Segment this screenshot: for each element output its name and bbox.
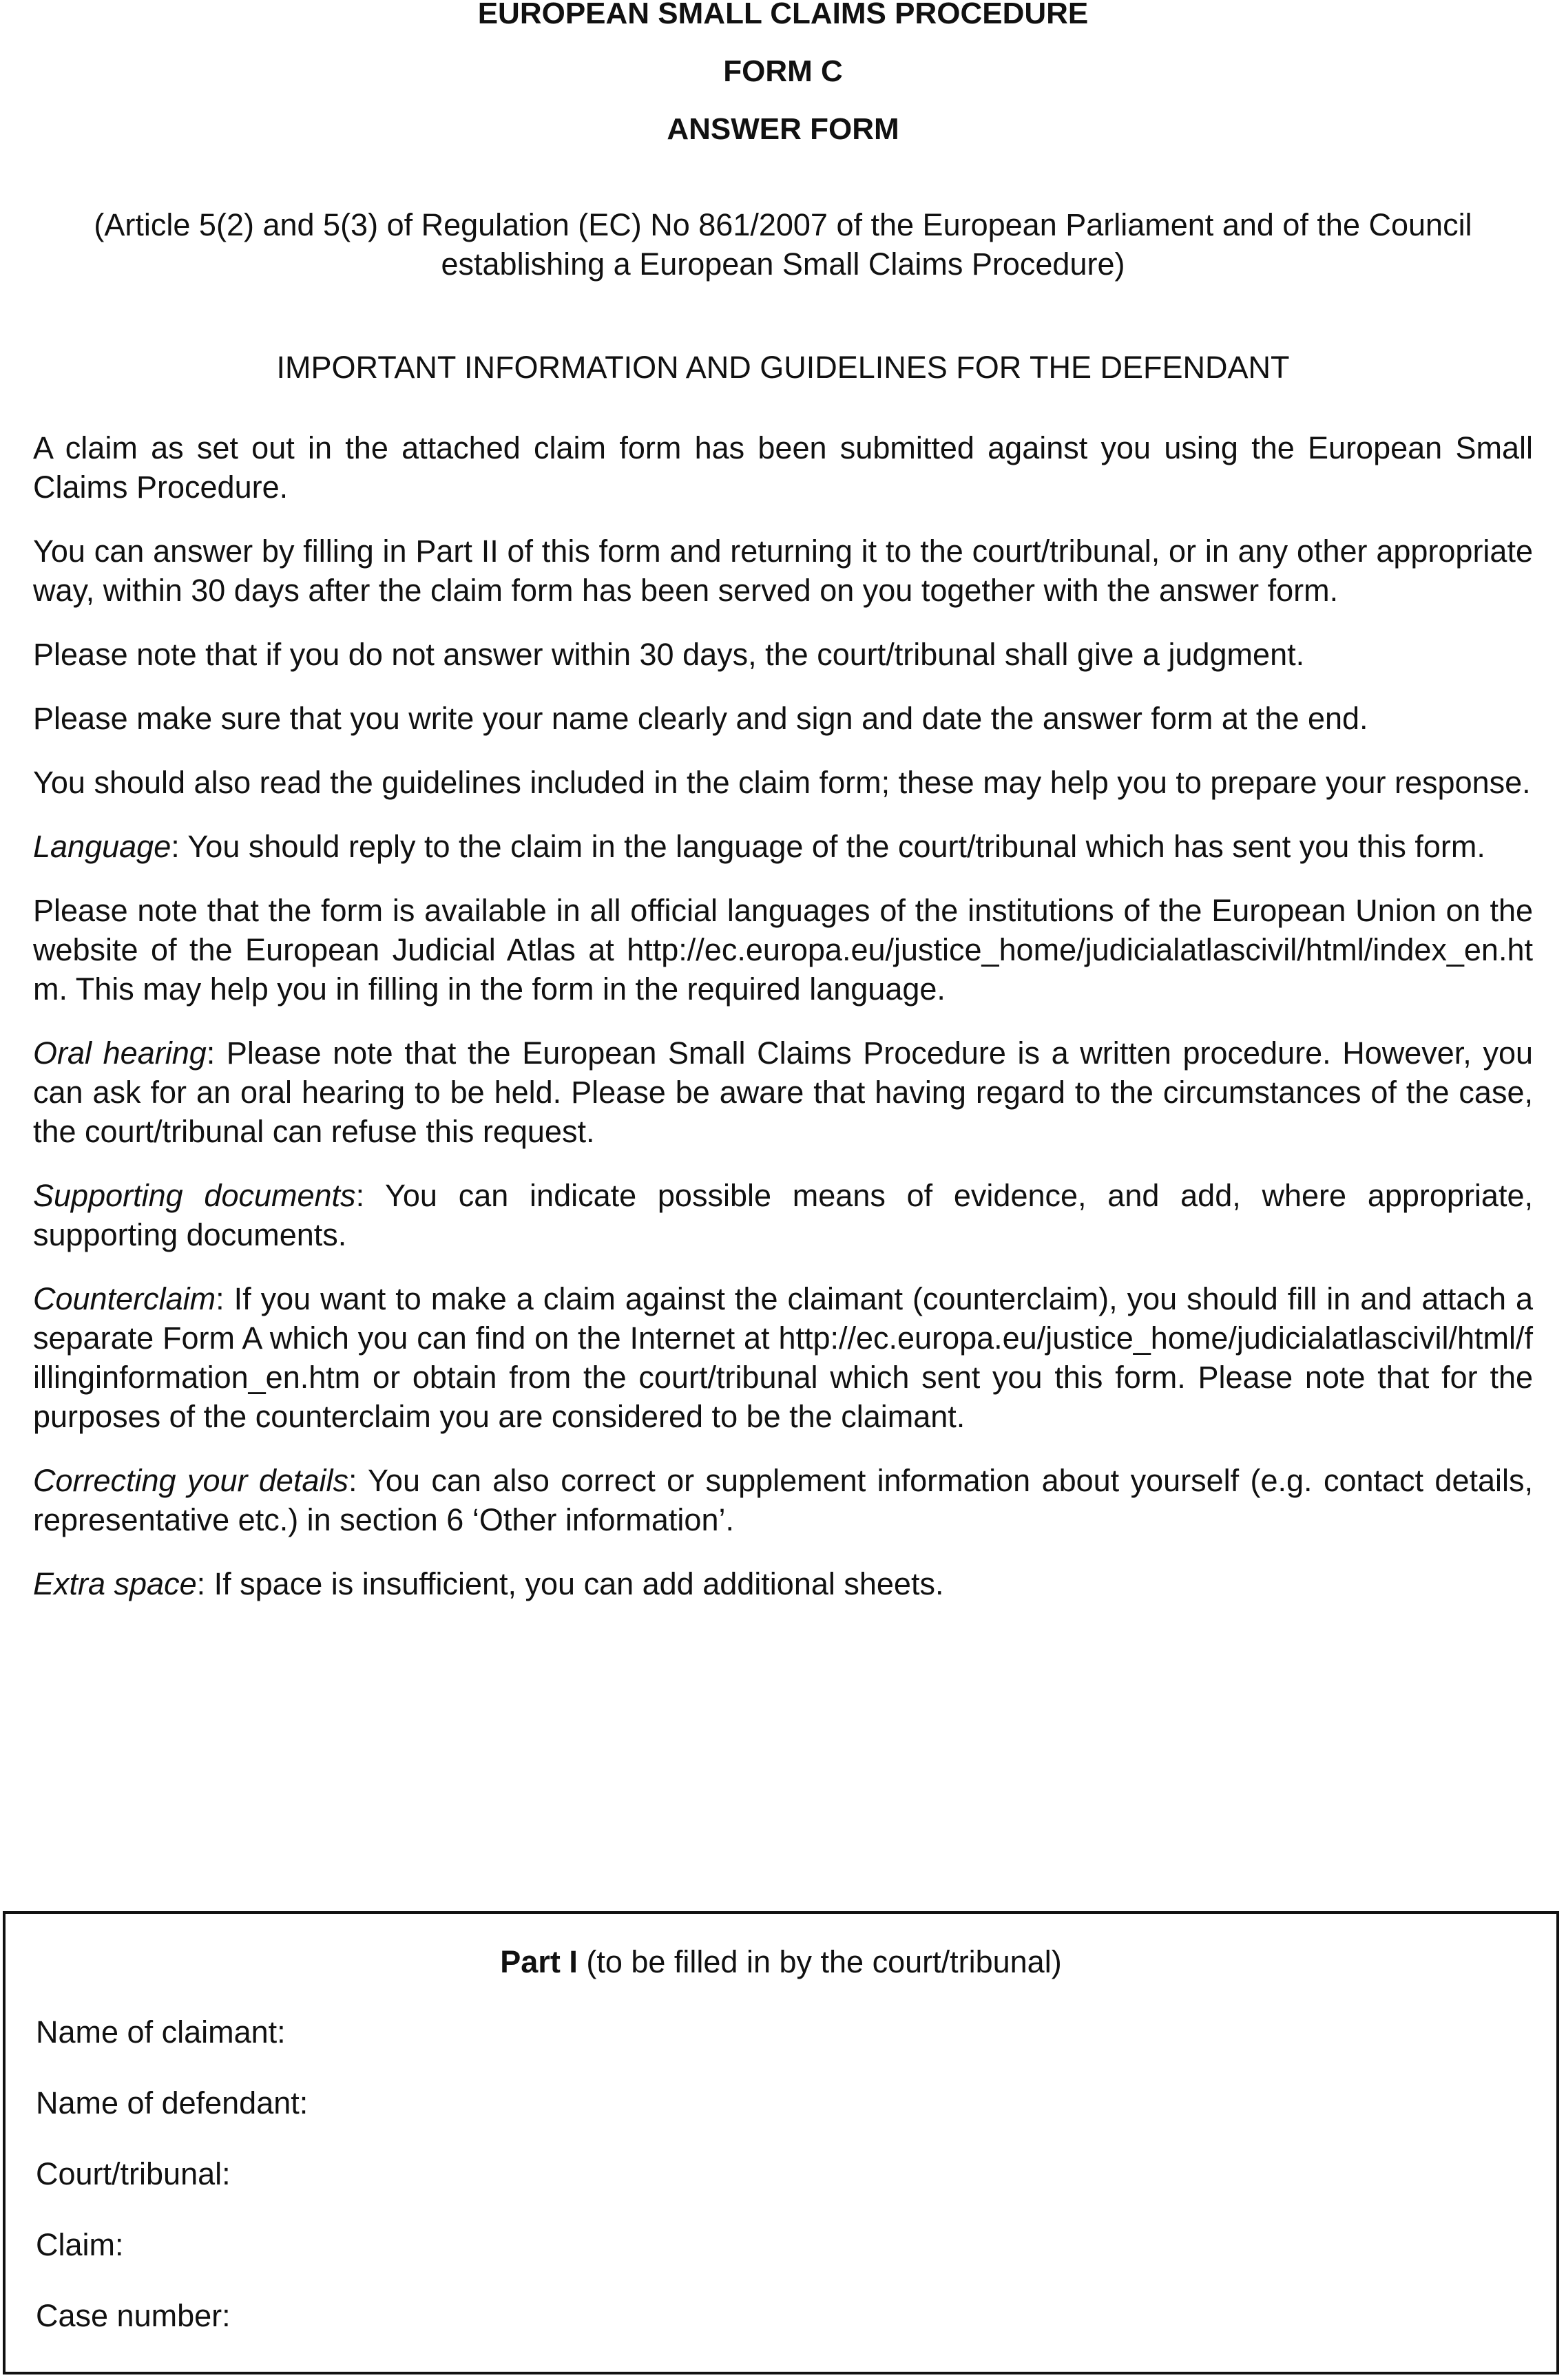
paragraph-extra-space (33, 1564, 1533, 1603)
paragraph-language (33, 827, 1533, 866)
regulation-reference: (Article 5(2) and 5(3) of Regulation (EC) No 861/2007 of the European Parliament and of the Council establishing a European Small Claims Procedure) (94, 207, 1472, 282)
official-languages-text: Please note that the form is available in all official languages of the institutions of the European Union on the website of the European Judicial Atlas at (33, 893, 1533, 967)
language-text: : You should reply to the claim in the language of the court/tribunal which has sent you this form. (171, 829, 1485, 864)
paragraph-oral-hearing (33, 1033, 1533, 1151)
language-lead: Language (33, 829, 171, 864)
form-code: FORM C (723, 54, 843, 88)
supporting-documents-text: : You can indicate possible means of evidence, and add, where appropriate, supporting documents. (33, 1178, 1533, 1252)
official-languages-text-after: . This may help you in filling in the form in the required language. (59, 971, 946, 1007)
claim-field: Claim: (36, 2227, 124, 2262)
paragraph-read-guidelines: You should also read the guidelines included in the claim form; these may help you to prepare your response. (33, 765, 1531, 800)
paragraph-deadline: Please note that if you do not answer within 30 days, the court/tribunal shall give a judgment. (33, 637, 1305, 672)
case-number-field: Case number: (36, 2298, 231, 2333)
form-title: EUROPEAN SMALL CLAIMS PROCEDURE (477, 0, 1089, 30)
paragraph-official-languages (33, 891, 1533, 1009)
paragraph-how-to-answer: You can answer by filling in Part II of this form and returning it to the court/tribunal, or in any other appropriate way, within 30 days after the claim form has been served on you together with the answer form. (33, 534, 1533, 608)
paragraph-supporting-documents (33, 1176, 1533, 1254)
part-1-label: Part I (500, 1944, 578, 1979)
oral-hearing-text: : Please note that the European Small Claims Procedure is a written procedure. However, you can ask for an oral hearing to be held. Please be aware that having regard to the circumstances of the case, the court/tribunal can refuse this request. (33, 1035, 1533, 1149)
paragraph-claim-submitted: A claim as set out in the attached claim form has been submitted against you using the European Small Claims Procedure. (33, 430, 1533, 505)
paragraph-sign-date: Please make sure that you write your name clearly and sign and date the answer form at the end. (33, 701, 1368, 736)
part-1-title (6, 1943, 1556, 1981)
court-tribunal-field: Court/tribunal: (36, 2156, 231, 2191)
filling-information-link[interactable]: http://ec.europa.eu/justice_home/judicialatlascivil/html/fillinginformation_en.htm (33, 1320, 1533, 1395)
guidelines-title: IMPORTANT INFORMATION AND GUIDELINES FOR THE DEFENDANT (276, 350, 1290, 385)
judicial-atlas-link[interactable]: http://ec.europa.eu/justice_home/judicialatlascivil/html/index_en.htm (33, 932, 1533, 1007)
counterclaim-text: : If you want to make a claim against the claimant (counterclaim), you should fill in and attach a separate Form A which you can find on the Internet at (33, 1281, 1533, 1356)
counterclaim-lead: Counterclaim (33, 1281, 216, 1316)
part-1-box (3, 1911, 1559, 2374)
claimant-name-field: Name of claimant: (36, 2014, 286, 2050)
correcting-details-lead: Correcting your details (33, 1463, 348, 1498)
paragraph-counterclaim (33, 1279, 1533, 1436)
form-name: ANSWER FORM (667, 112, 899, 146)
part-1-note: (to be filled in by the court/tribunal) (577, 1944, 1062, 1979)
extra-space-lead: Extra space (33, 1566, 197, 1601)
extra-space-text: : If space is insufficient, you can add additional sheets. (196, 1566, 944, 1601)
supporting-documents-lead: Supporting documents (33, 1178, 356, 1213)
correcting-details-text: : You can also correct or supplement information about yourself (e.g. contact details, representative etc.) in section 6 ‘Other information’. (33, 1463, 1533, 1537)
paragraph-correcting-details (33, 1461, 1533, 1539)
defendant-name-field: Name of defendant: (36, 2085, 309, 2120)
guidelines-body (33, 428, 1533, 1628)
counterclaim-text-after: or obtain from the court/tribunal which sent you this form. Please note that for the purposes of the counterclaim you are considered to be the claimant. (33, 1360, 1533, 1434)
oral-hearing-lead: Oral hearing (33, 1035, 207, 1071)
